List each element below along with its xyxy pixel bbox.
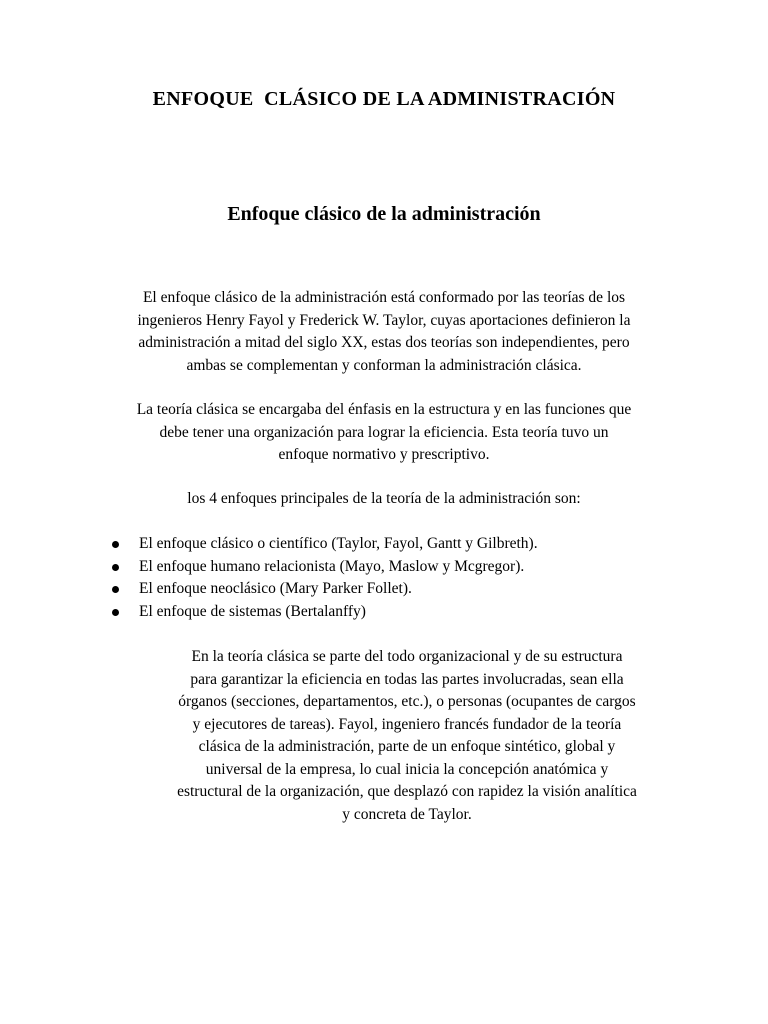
list-item [108, 556, 668, 579]
text-line: estructural de la organización, que desplazó con rapidez la visión analítica [177, 783, 637, 800]
text-line: En la teoría clásica se parte del todo organizacional y de su estructura [191, 648, 623, 665]
list-item-text: El enfoque neoclásico (Mary Parker Follet). [139, 580, 412, 597]
page-title: ENFOQUE CLÁSICO DE LA ADMINISTRACIÓN [152, 88, 616, 110]
list-intro-paragraph [60, 488, 708, 511]
theory-paragraph [60, 399, 708, 467]
text-line: ingenieros Henry Fayol y Frederick W. Taylor, cuyas aportaciones definieron la [137, 311, 631, 329]
text-line: órganos (secciones, departamentos, etc.), o personas (ocupantes de cargos [178, 693, 636, 710]
text-line: y ejecutores de tareas). Fayol, ingeniero francés fundador de la teoría [192, 715, 622, 733]
approaches-list [108, 533, 668, 623]
list-item [108, 601, 668, 624]
section-subtitle: Enfoque clásico de la administración [227, 203, 541, 225]
text-line: enfoque normativo y prescriptivo. [278, 446, 490, 463]
bullet-icon [112, 564, 119, 571]
list-item-text: El enfoque humano relacionista (Mayo, Maslow y Mcgregor). [139, 557, 525, 575]
text-line: El enfoque clásico de la administración está conformado por las teorías de los [142, 289, 626, 306]
text-line: La teoría clásica se encargaba del énfasis en la estructura y en las funciones que [136, 401, 632, 418]
text-line: clásica de la administración, parte de un enfoque sintético, global y [198, 738, 616, 755]
text-line: universal de la empresa, lo cual inicia la concepción anatómica y [205, 760, 609, 778]
text-line: debe tener una organización para lograr la eficiencia. Esta teoría tuvo un [159, 423, 609, 441]
bullet-icon [112, 609, 119, 616]
list-item-text: El enfoque clásico o científico (Taylor, Fayol, Gantt y Gilbreth). [139, 535, 538, 552]
text-line: para garantizar la eficiencia en todas las partes involucradas, sean ella [190, 670, 624, 688]
intro-paragraph [60, 287, 708, 377]
text-line: los 4 enfoques principales de la teoría de la administración son: [187, 490, 581, 507]
text-line: administración a mitad del siglo XX, estas dos teorías son independientes, pero [138, 334, 630, 351]
text-line: y concreta de Taylor. [342, 805, 472, 823]
text-line: ambas se complementan y conforman la administración clásica. [186, 356, 582, 374]
bullet-icon [112, 541, 119, 548]
bullet-icon [112, 586, 119, 593]
list-item [108, 533, 668, 556]
list-item [108, 578, 668, 601]
list-item-text: El enfoque de sistemas (Bertalanffy) [139, 602, 366, 620]
classical-theory-paragraph [110, 646, 704, 826]
